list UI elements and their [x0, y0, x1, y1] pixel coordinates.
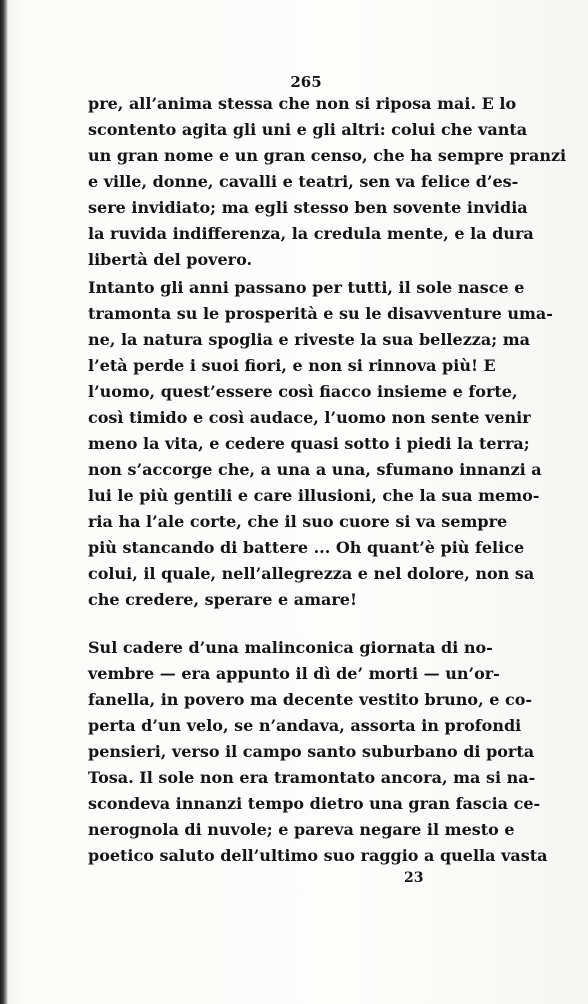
text-line: così timido e così audace, l’uomo non sente venir — [88, 408, 531, 427]
text-line: sere invidiato; ma egli stesso ben sovente invidia — [88, 198, 528, 217]
text-line: Tosa. Il sole non era tramontato ancora, ma si na- — [88, 768, 536, 787]
text-line: non s’accorge che, a una a una, sfumano innanzi a — [88, 460, 542, 479]
signature-mark: 23 — [404, 870, 424, 886]
text-line: pre, all’anima stessa che non si riposa mai. E lo — [88, 94, 517, 113]
text-line: che credere, sperare e amare! — [88, 590, 357, 609]
text-line: nerognola di nuvole; e pareva negare il mesto e — [88, 820, 515, 839]
text-line: più stancando di battere ... Oh quant’è più felice — [88, 538, 525, 557]
text-line: un gran nome e un gran censo, che ha sempre pranzi — [88, 146, 567, 165]
text-line: ria ha l’ale corte, che il suo cuore si va sempre — [88, 512, 508, 531]
page-number: 265 — [290, 73, 322, 91]
text-line: ne, la natura spoglia e riveste la sua bellezza; ma — [88, 330, 530, 349]
text-line: Sul cadere d’una malinconica giornata di no- — [88, 638, 493, 657]
text-line: vembre — era appunto il dì de’ morti — un’or- — [88, 664, 500, 683]
text-line: meno la vita, e cedere quasi sotto i piedi la terra; — [88, 434, 530, 453]
text-line: scontento agita gli uni e gli altri: colui che vanta — [88, 120, 528, 139]
text-line: fanella, in povero ma decente vestito bruno, e co- — [88, 690, 533, 709]
text-line: perta d’un velo, se n’andava, assorta in profondi — [88, 716, 522, 735]
text-line: pensieri, verso il campo santo suburbano di porta — [88, 742, 535, 761]
text-line: Intanto gli anni passano per tutti, il sole nasce e — [88, 278, 525, 297]
text-line: libertà del povero. — [88, 250, 253, 269]
text-line: la ruvida indifferenza, la credula mente, e la dura — [88, 224, 534, 243]
text-line: l’età perde i suoi fiori, e non si rinnova più! E — [88, 356, 496, 375]
text-line: scondeva innanzi tempo dietro una gran fascia ce- — [88, 794, 541, 813]
text-line: e ville, donne, cavalli e teatri, sen va felice d’es- — [88, 172, 519, 191]
text-line: tramonta su le prosperità e su le disavventure uma- — [88, 304, 553, 323]
text-line: l’uomo, quest’essere così fiacco insieme e forte, — [88, 382, 518, 401]
text-line: colui, il quale, nell’allegrezza e nel dolore, non sa — [88, 564, 535, 583]
text-line: poetico saluto dell’ultimo suo raggio a quella vasta — [88, 846, 548, 865]
text-line: lui le più gentili e care illusioni, che la sua memo- — [88, 486, 540, 505]
